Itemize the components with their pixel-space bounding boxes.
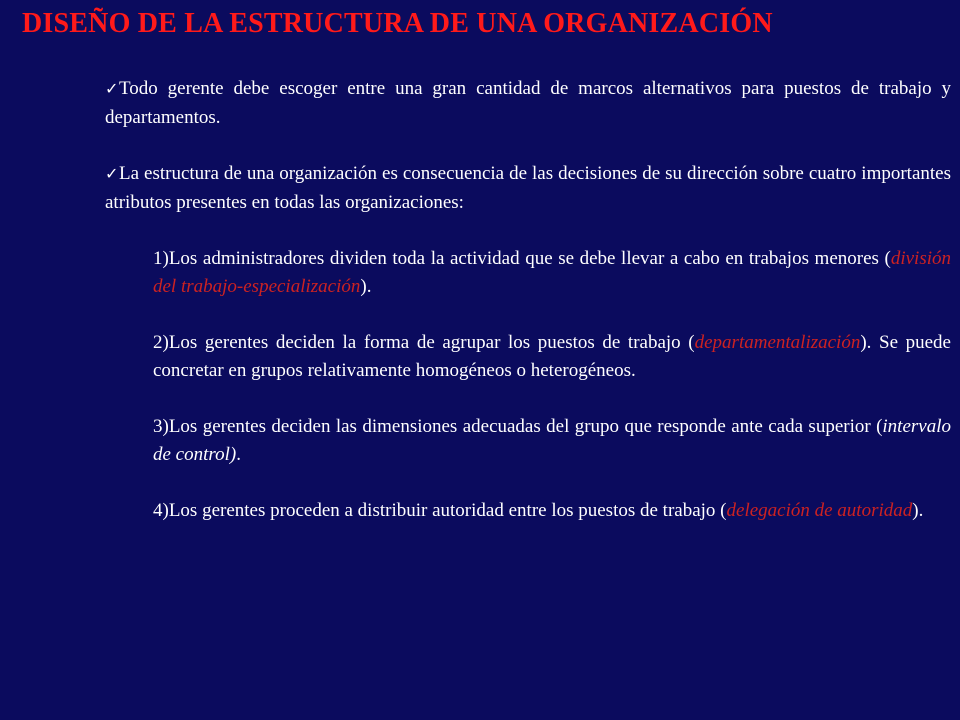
item-text-end: ). Se puede concretar en grupos relativamente homogéneos o heterogéneos. <box>153 332 951 381</box>
item-emphasis: intervalo de control) <box>153 416 951 465</box>
item-text: 3)Los gerentes deciden las dimensiones adecuadas del grupo que responde ante cada superior ( <box>153 416 883 437</box>
item-emphasis: departamentalización <box>694 332 861 353</box>
bullet-text: Todo gerente debe escoger entre una gran cantidad de marcos alternativos para puestos de trabajo y departamentos. <box>105 78 951 128</box>
item-text: 2)Los gerentes deciden la forma de agrupar los puestos de trabajo ( <box>153 332 695 353</box>
slide-body <box>105 75 951 553</box>
checkmark-icon: ✓ <box>105 166 119 183</box>
numbered-item <box>153 245 951 301</box>
bullet-item <box>105 160 951 217</box>
bullet-text: La estructura de una organización es consecuencia de las decisiones de su dirección sobre cuatro importantes atributos presentes en todas las organizaciones: <box>105 163 951 213</box>
numbered-item <box>153 497 951 525</box>
item-emphasis: división del trabajo-especialización <box>153 248 951 297</box>
item-text: 1)Los administradores dividen toda la actividad que se debe llevar a cabo en trabajos menores ( <box>153 248 891 269</box>
numbered-item <box>153 329 951 385</box>
item-text: 4)Los gerentes proceden a distribuir autoridad entre los puestos de trabajo ( <box>153 500 727 521</box>
checkmark-icon: ✓ <box>105 81 119 98</box>
bullet-item <box>105 75 951 132</box>
item-text-end: ). <box>360 276 372 297</box>
item-text-end: . <box>236 444 241 465</box>
item-text-end: ). <box>912 500 924 521</box>
slide-title: DISEÑO DE LA ESTRUCTURA DE UNA ORGANIZACIÓN <box>22 8 773 39</box>
numbered-item <box>153 413 951 469</box>
item-emphasis: delegación de autoridad <box>726 500 913 521</box>
